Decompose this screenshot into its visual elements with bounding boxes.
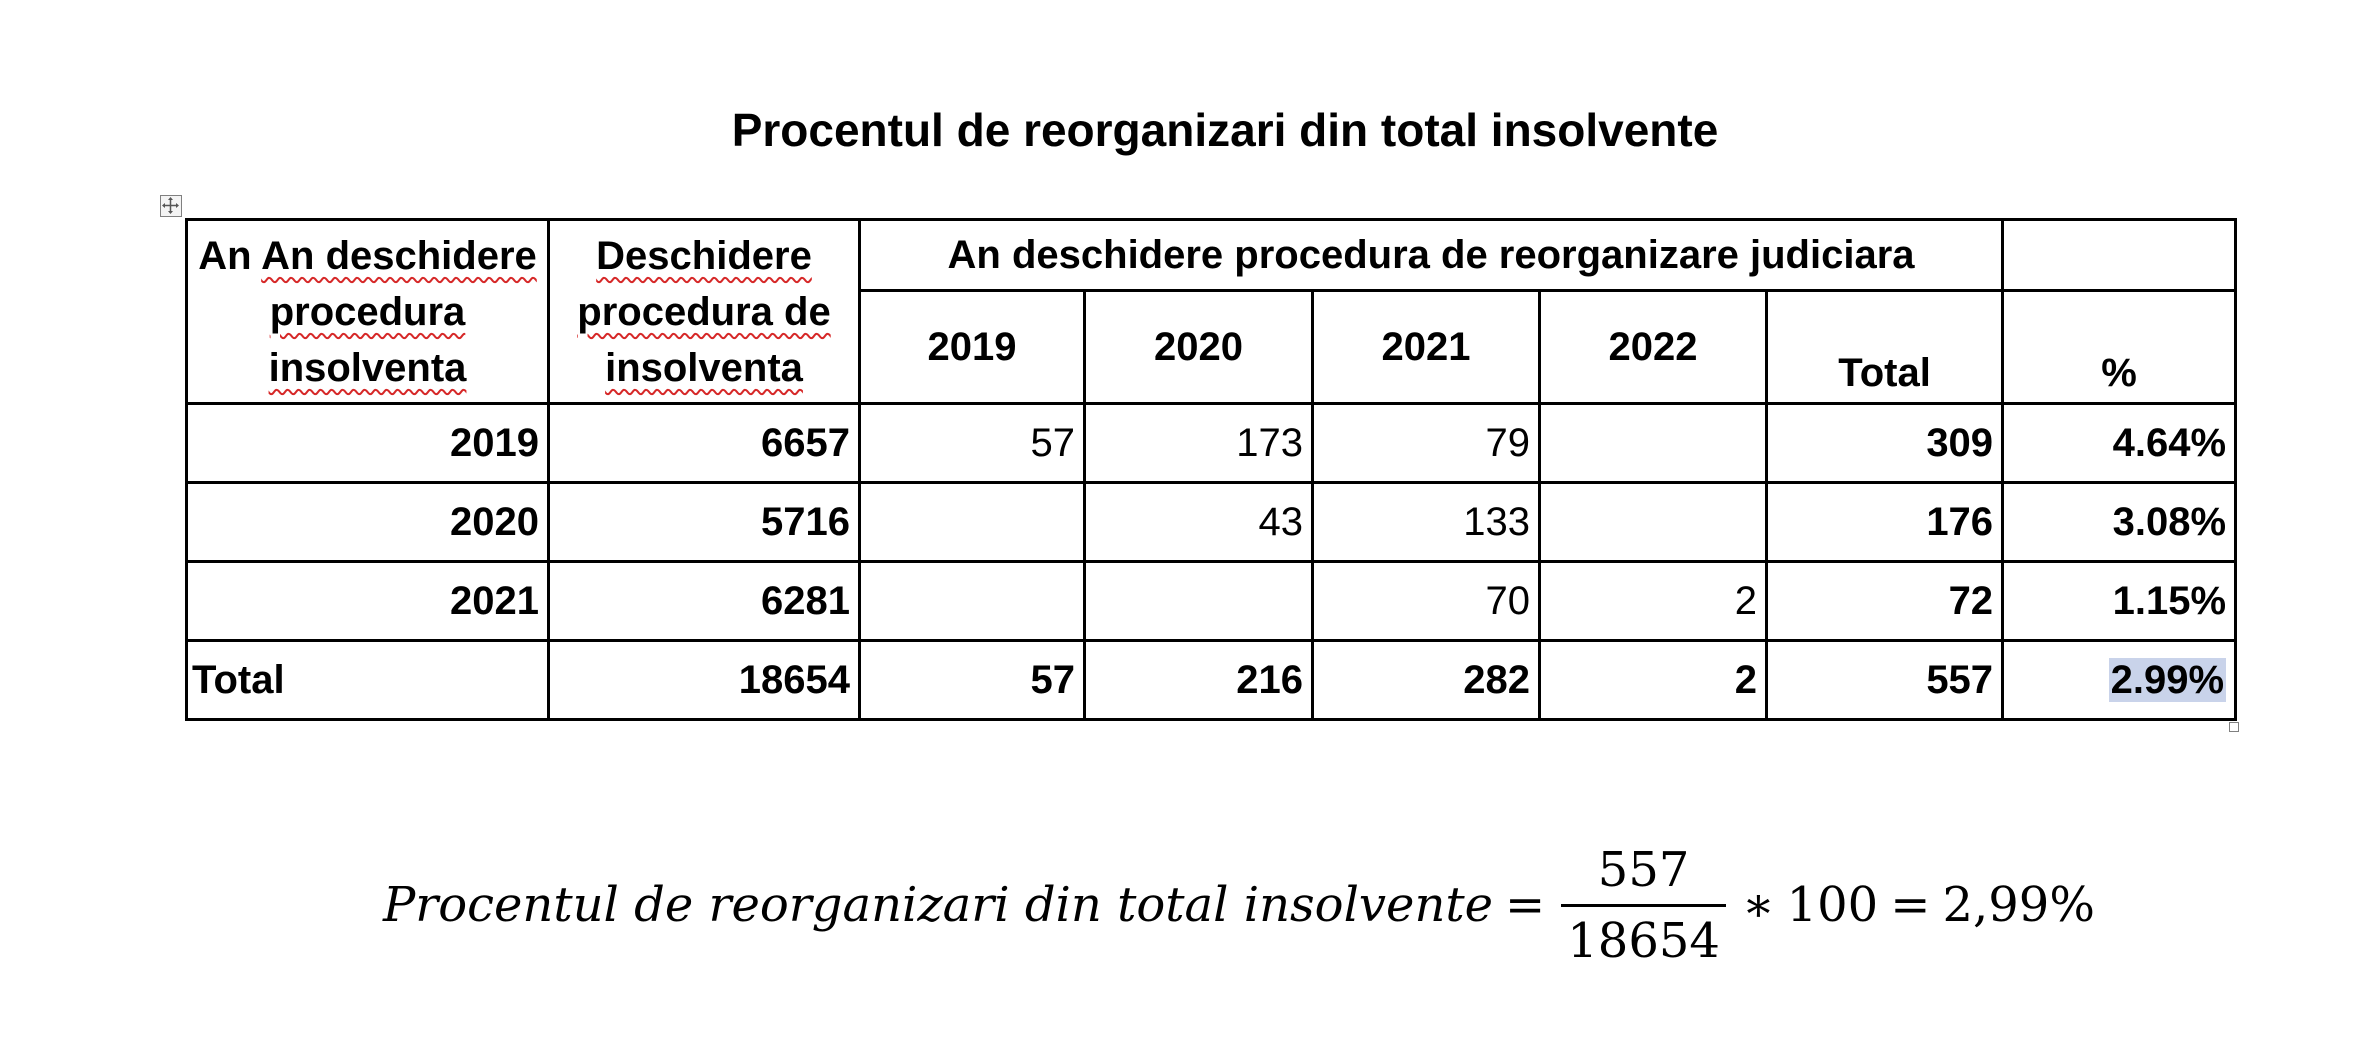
cell-year: 2021 (187, 562, 549, 641)
cell-total-label: Total (187, 641, 549, 720)
table-row (187, 483, 2236, 562)
table-row (187, 562, 2236, 641)
cell-total: 176 (1767, 483, 2003, 562)
reorganization-table (185, 218, 2237, 721)
header-col2-line3: insolventa (605, 345, 803, 390)
cell-year: 2019 (187, 404, 549, 483)
selected-percent-text[interactable]: 2.99% (2110, 657, 2225, 702)
header-col2-line2: procedura de (577, 289, 831, 334)
cell-year: 2020 (187, 483, 549, 562)
table-row (187, 404, 2236, 483)
table-resize-handle[interactable] (2229, 722, 2239, 732)
cell-total-2022: 2 (1540, 641, 1767, 720)
formula-denominator: 18654 (1567, 912, 1720, 969)
cell-percent: 1.15% (2003, 562, 2236, 641)
formula-equals: = (1505, 877, 1546, 933)
formula-fraction (1561, 842, 1726, 969)
header-percent: % (2003, 291, 2236, 404)
cell-opened: 6657 (549, 404, 860, 483)
header-year-2019: 2019 (860, 291, 1085, 404)
header-reorganizare-group: An deschidere procedura de reorganizare judiciara (860, 220, 2003, 291)
document-title: Procentul de reorganizari din total insolvente (731, 104, 1719, 156)
cell-total-2020: 216 (1085, 641, 1313, 720)
cell-total-percent[interactable] (2003, 641, 2236, 720)
formula-lhs: Procentul de reorganizari din total insolvente (383, 877, 1494, 933)
cell-2022 (1540, 483, 1767, 562)
cell-2022: 2 (1540, 562, 1767, 641)
cell-percent: 4.64% (2003, 404, 2236, 483)
header-an-deschidere-insolventa (187, 220, 549, 404)
cell-2019 (860, 562, 1085, 641)
cell-2021: 133 (1313, 483, 1540, 562)
header-col1-line1: An An deschidere (198, 233, 537, 278)
table-move-handle-icon[interactable] (160, 195, 182, 217)
header-col1-line3: insolventa (268, 345, 467, 390)
formula-numerator: 557 (1597, 841, 1690, 898)
cell-percent: 3.08% (2003, 483, 2236, 562)
formula-multiplier: 100 (1786, 877, 1879, 933)
header-col1-line2: procedura (269, 289, 466, 334)
cell-2020: 173 (1085, 404, 1313, 483)
header-deschidere-procedura (549, 220, 860, 404)
cell-total-2021: 282 (1313, 641, 1540, 720)
cell-2022 (1540, 404, 1767, 483)
header-year-2022: 2022 (1540, 291, 1767, 404)
header-col2-line1: Deschidere (596, 233, 812, 278)
formula-equation (383, 830, 2095, 980)
cell-opened: 6281 (549, 562, 860, 641)
cell-opened: 5716 (549, 483, 860, 562)
cell-2019: 57 (860, 404, 1085, 483)
cell-2019 (860, 483, 1085, 562)
cell-2021: 79 (1313, 404, 1540, 483)
cell-2021: 70 (1313, 562, 1540, 641)
header-year-2020: 2020 (1085, 291, 1313, 404)
cell-total-total: 557 (1767, 641, 2003, 720)
table-total-row (187, 641, 2236, 720)
cell-2020: 43 (1085, 483, 1313, 562)
header-year-2021: 2021 (1313, 291, 1540, 404)
formula-equals-2: = (1890, 877, 1931, 933)
cell-2020 (1085, 562, 1313, 641)
header-total: Total (1767, 291, 2003, 404)
header-empty-cell (2003, 220, 2236, 291)
formula-times: ∗ (1741, 877, 1775, 933)
cell-total-opened: 18654 (549, 641, 860, 720)
formula-result: 2,99% (1942, 877, 2095, 933)
cell-total-2019: 57 (860, 641, 1085, 720)
formula-block (0, 830, 2380, 980)
cell-total: 72 (1767, 562, 2003, 641)
cell-total: 309 (1767, 404, 2003, 483)
